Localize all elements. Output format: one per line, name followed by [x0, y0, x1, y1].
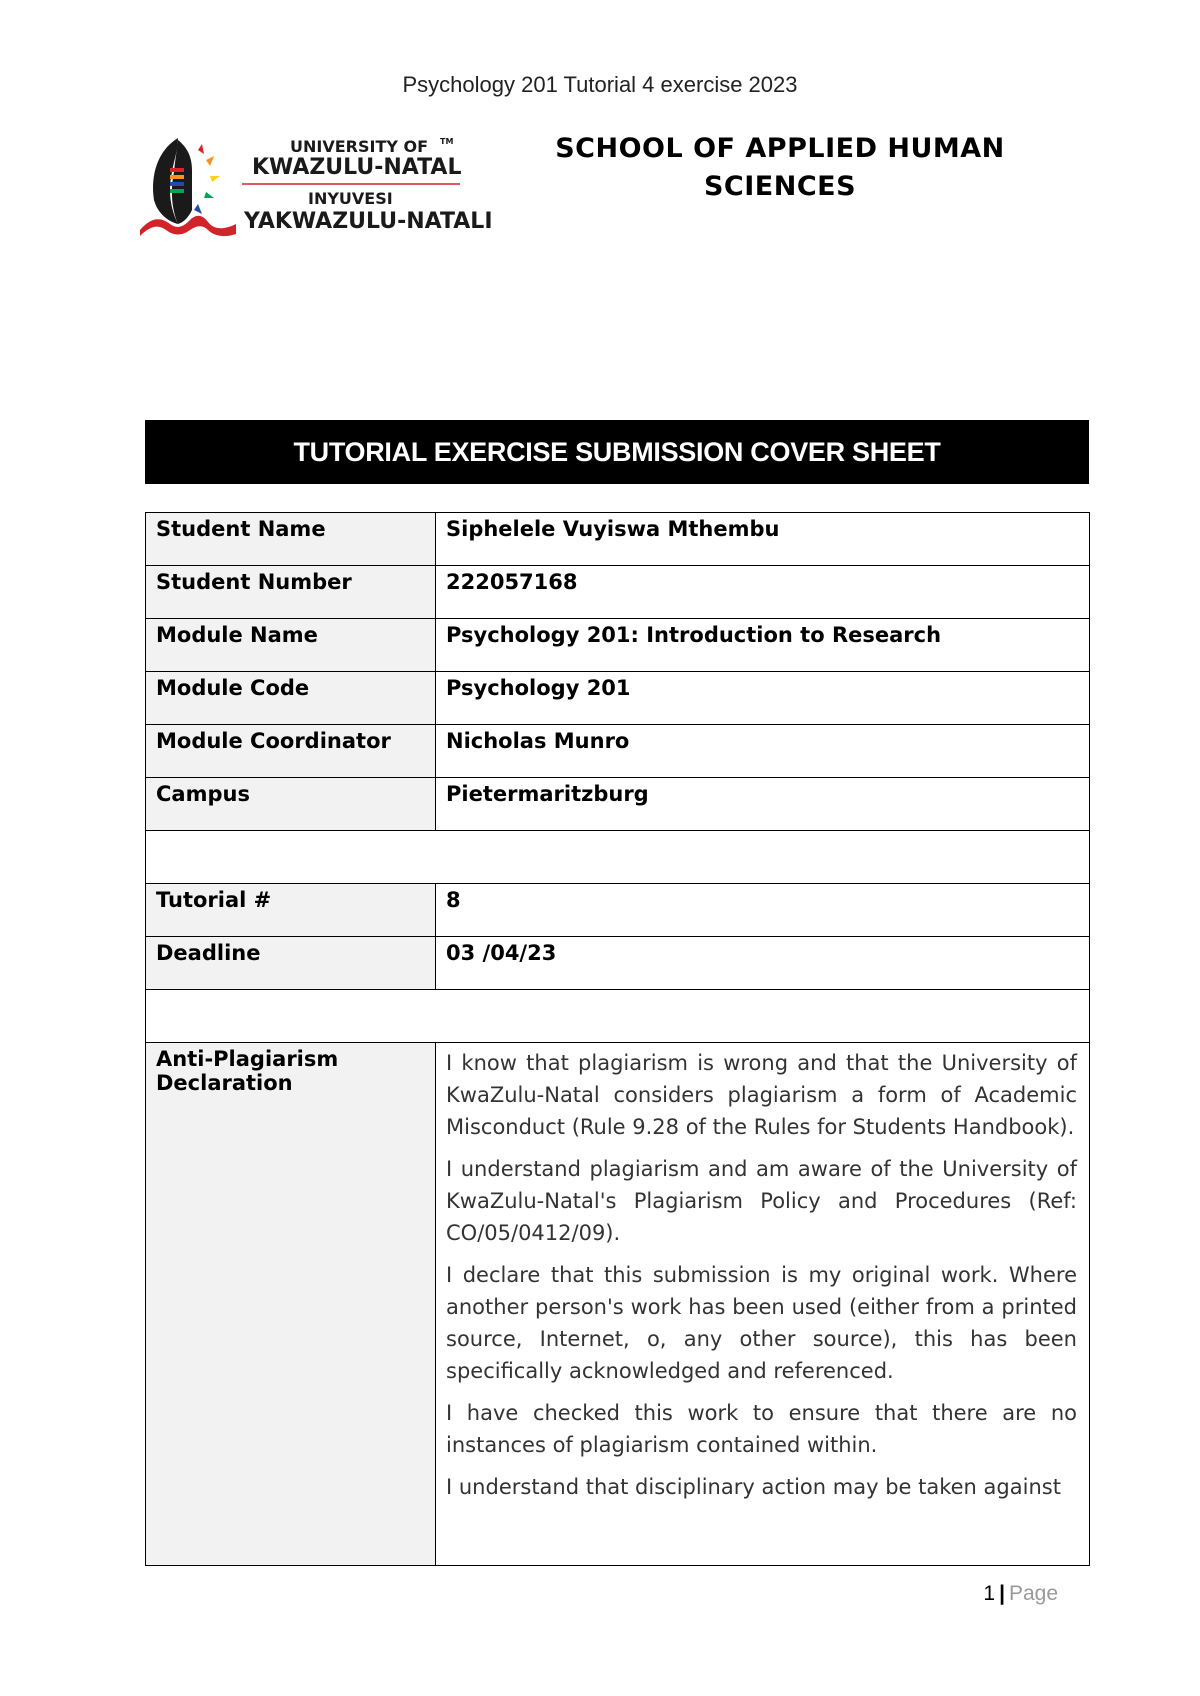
row-value: 03 /04/23	[436, 937, 1090, 990]
table-row	[146, 566, 1090, 619]
row-label: Campus	[146, 778, 436, 831]
table-row	[146, 778, 1090, 831]
page-word: Page	[1008, 1582, 1058, 1605]
declaration-text	[436, 1043, 1090, 1566]
school-heading-line2: SCIENCES	[703, 171, 857, 202]
page-separator: |	[999, 1582, 1005, 1605]
declaration-paragraph: I have checked this work to ensure that there are no instances of plagiarism contained within.	[446, 1401, 1077, 1457]
declaration-paragraph: I understand that disciplinary action may be taken against	[446, 1475, 1061, 1499]
row-value: Psychology 201	[436, 672, 1090, 725]
row-value: Nicholas Munro	[436, 725, 1090, 778]
blank-row	[146, 990, 1090, 1043]
logo-text-yakwazulu-natali: YAKWAZULU-NATALI	[244, 209, 493, 234]
row-label: Module Code	[146, 672, 436, 725]
school-heading	[540, 130, 1020, 206]
blank-cell	[146, 990, 1090, 1043]
declaration-paragraph: I declare that this submission is my original work. Where another person's work has been used (either from a printed source, Internet, o, any other source), this has been specifically acknowledged and referenced.	[446, 1263, 1077, 1383]
logo-text-university-of: UNIVERSITY OF	[290, 137, 429, 156]
row-label: Module Name	[146, 619, 436, 672]
blank-row	[146, 831, 1090, 884]
table-row	[146, 725, 1090, 778]
row-value: Siphelele Vuyiswa Mthembu	[436, 513, 1090, 566]
table-row	[146, 884, 1090, 937]
logo-text-inyuvesi: INYUVESI	[308, 189, 393, 208]
row-label: Module Coordinator	[146, 725, 436, 778]
row-value: 8	[436, 884, 1090, 937]
cover-sheet-title: TUTORIAL EXERCISE SUBMISSION COVER SHEET	[145, 420, 1089, 484]
running-header: Psychology 201 Tutorial 4 exercise 2023	[402, 72, 798, 97]
row-value: Psychology 201: Introduction to Research	[436, 619, 1090, 672]
logo-tm: TM	[440, 137, 454, 146]
submission-details-table	[145, 512, 1090, 1566]
row-label: Student Number	[146, 566, 436, 619]
declaration-label	[146, 1043, 436, 1566]
declaration-paragraph: I know that plagiarism is wrong and that the University of KwaZulu-Natal considers plagiarism a form of Academic Misconduct (Rule 9.28 of the Rules for Students Handbook).	[446, 1051, 1077, 1139]
table-row	[146, 619, 1090, 672]
row-value: 222057168	[436, 566, 1090, 619]
logo-text-kwazulu-natal: KWAZULU-NATAL	[252, 155, 462, 180]
declaration-label-line1: Anti-Plagiarism	[156, 1047, 339, 1071]
row-label: Tutorial #	[146, 884, 436, 937]
row-label: Deadline	[146, 937, 436, 990]
declaration-paragraph: I understand plagiarism and am aware of the University of KwaZulu-Natal's Plagiarism Policy and Procedures (Ref: CO/05/0412/09).	[446, 1157, 1077, 1245]
table-row	[146, 937, 1090, 990]
declaration-label-line2: Declaration	[156, 1071, 293, 1095]
row-label: Student Name	[146, 513, 436, 566]
declaration-row	[146, 1043, 1090, 1566]
page-number: 1	[983, 1582, 996, 1605]
ukzn-logo	[140, 130, 500, 242]
page-footer	[0, 1582, 1058, 1606]
row-value: Pietermaritzburg	[436, 778, 1090, 831]
school-heading-line1: SCHOOL OF APPLIED HUMAN	[555, 133, 1005, 164]
table-row	[146, 672, 1090, 725]
blank-cell	[146, 831, 1090, 884]
table-row	[146, 513, 1090, 566]
